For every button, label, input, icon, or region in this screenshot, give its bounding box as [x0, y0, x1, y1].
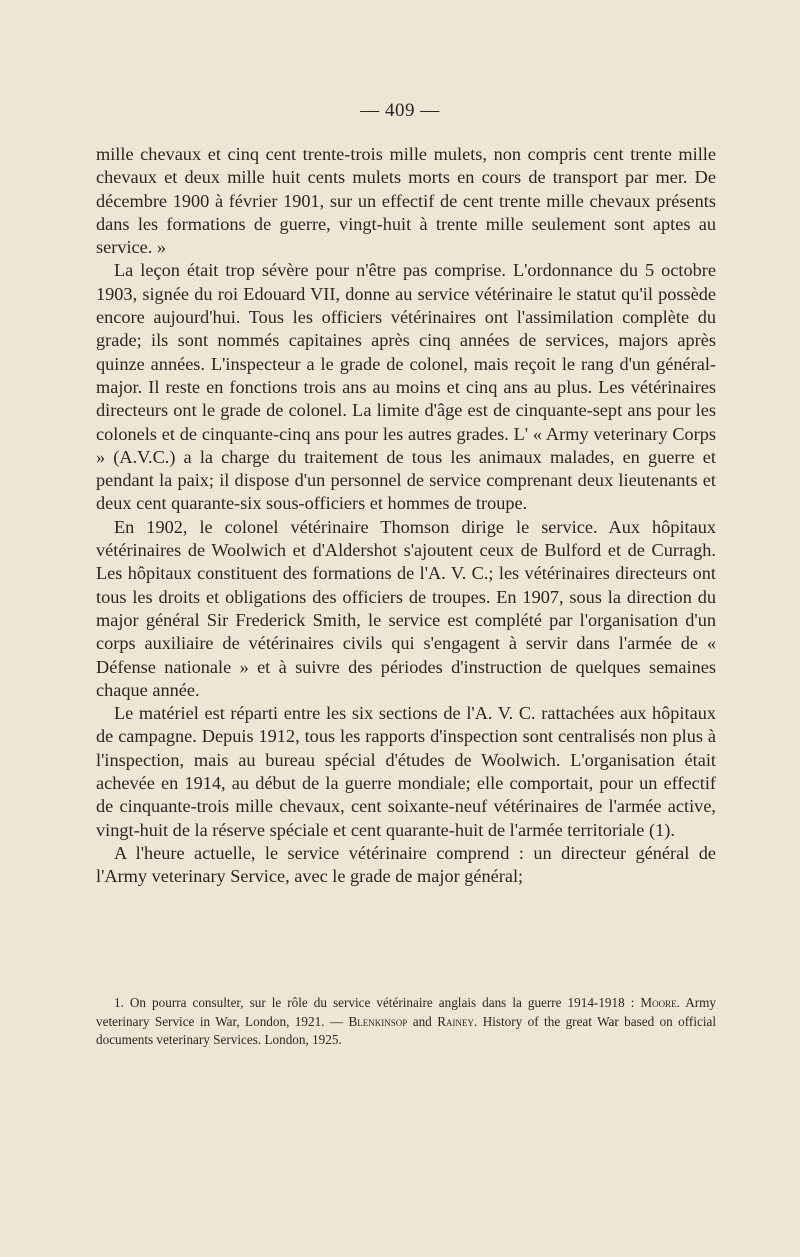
paragraph: mille chevaux et cinq cent trente-trois mille mulets, non compris cent trente mille chevaux et deux mille huit cents mulets morts en cours de transport par mer. De décembre 1900 à février 1901, sur un effectif de cent trente mille chevaux présents dans les formations de guerre, vingt-huit à trente mille seulement sont aptes au service. » [96, 144, 716, 258]
footnote-author: Rainey [437, 1013, 474, 1029]
footnote-part: and [412, 1013, 432, 1029]
paragraph: En 1902, le colonel vétérinaire Thomson dirige le service. Aux hôpitaux vétérinaires de Woolwich et d'Aldershot s'ajoutent ceux de Bulford et de Curragh. Les hôpitaux constituent des formations de l'A. V. C.; les vétérinaires directeurs ont tous les droits et obligations des officiers de troupes. En 1907, sous la direction du major général Sir Frederick Smith, le service est complété par l'organisation d'un corps auxiliaire de vétérinaires civils qui s'engagent à servir dans l'armée de « Défense nationale » et à suivre des périodes d'instruction de quelques semaines chaque année. [96, 516, 716, 700]
footnote-text [96, 994, 716, 1050]
footnote-part: . Army veterinary Service in War, London, 1921. — [96, 995, 717, 1029]
footnote-reference: (1). [649, 819, 675, 840]
body-text [96, 143, 716, 889]
footnote-part: . History of the great War based on official documents veterinary Services. London, 1925. [96, 1013, 717, 1047]
footnote-author: Blenkinsop [348, 1013, 408, 1029]
paragraph [96, 702, 716, 842]
footnote-author: Moore [640, 995, 677, 1010]
footnote [96, 994, 716, 1050]
paragraph: La leçon était trop sévère pour n'être pas comprise. L'ordonnance du 5 octobre 1903, signée du roi Edouard VII, donne au service vétérinaire le statut qu'il possède encore aujourd'hui. Tous les officiers vétérinaires ont l'assimilation complète du grade; ils sont nommés capitaines après cinq années de services, majors après quinze années. L'inspecteur a le grade de colonel, mais reçoit le rang d'un général-major. Il reste en fonctions trois ans au moins et cinq ans au plus. Les vétérinaires directeurs ont le grade de colonel. La limite d'âge est de cinquante-sept ans pour les colonels et de cinquante-cinq ans pour les autres grades. L' « Army veterinary Corps » (A.V.C.) a la charge du traitement de tous les animaux malades, en guerre et pendant la paix; il dispose d'un personnel de service comprenant deux lieutenants et deux cent quarante-six sous-officiers et hommes de troupe. [96, 260, 716, 514]
footnote-part: 1. On pourra consulter, sur le rôle du service vétérinaire anglais dans la guerre 1914-1918 : [114, 995, 635, 1010]
paragraph-text: Le matériel est réparti entre les six sections de l'A. V. C. rattachées aux hôpitaux de campagne. Depuis 1912, tous les rapports d'inspection sont centralisés non plus à l'inspection, mais au bureau spécial d'études de Woolwich. L'organisation était achevée en 1914, au début de la guerre mondiale; elle comportait, pour un effectif de cinquante-trois mille chevaux, cent soixante-neuf vétérinaires de l'armée active, vingt-huit de la réserve spéciale et cent quarante-huit de l'armée territoriale [96, 703, 716, 840]
paragraph: A l'heure actuelle, le service vétérinaire comprend : un directeur général de l'Army veterinary Service, avec le grade de major général; [96, 842, 716, 887]
page-number: — 409 — [360, 100, 440, 121]
